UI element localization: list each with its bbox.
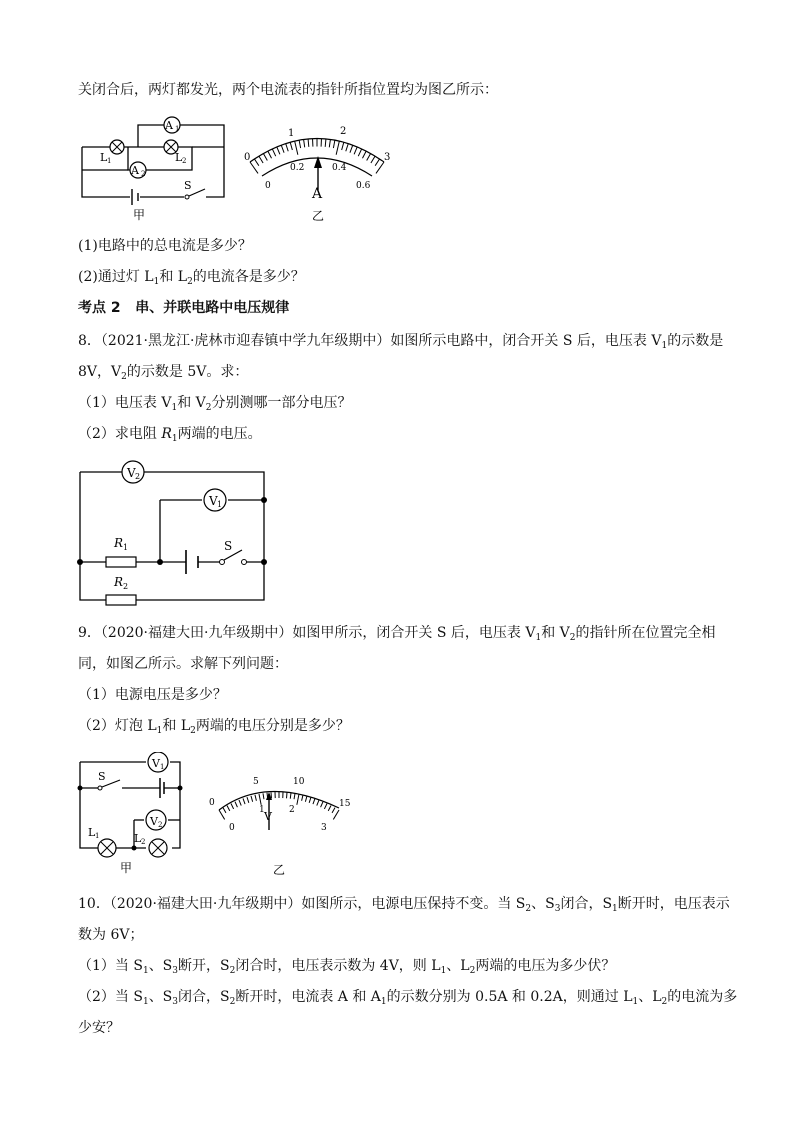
battery-icon [186, 550, 198, 574]
meter-tick [333, 140, 334, 148]
meter7-top-2: 2 [340, 126, 347, 137]
meter-tick [243, 798, 245, 804]
fig8-label-r1-sub: 1 [123, 543, 129, 552]
q9-part2: （2）灯泡 $L_1$和 $L_2$两端的电压分别是多少？ [78, 718, 350, 736]
meter-tick [346, 144, 348, 152]
meter-tick [342, 142, 344, 150]
fig8-label-r1: R [114, 536, 124, 550]
meter7-bottom-3: 0.6 [356, 181, 371, 191]
fig8-label-r2: R [114, 575, 124, 589]
meter-tick [263, 793, 264, 799]
label-l1-sub: 1 [107, 157, 112, 165]
q10-part1: （1）当 $S_1$、$S_3$断开，$S_2$闭合时，电压表示数为 4V，则 $L_1$、$L_2$两端的电压为多少伏？ [78, 958, 616, 976]
meter7-top-3: 3 [384, 152, 391, 163]
q8-line1: 8．（2021·黑龙江·虎林市迎春镇中学九年级期中）如图所示电路中，闭合开关 S 后，电压表 $V_1$的示数是 [78, 333, 724, 351]
q8-part2: （2）求电阻 $R_1$两端的电压。 [78, 426, 262, 444]
label-l2: L [175, 151, 183, 164]
meter-tick [259, 156, 263, 163]
q10-part2: （2）当 $S_1$、$S_3$闭合，$S_2$断开时，电流表 A 和 $A_1$的示数分别为 0.5A 和 0.2A，则通过 $L_1$、$L_2$的电流为多 [78, 989, 738, 1007]
q8-part1: （1）电压表 $V_1$和 $V_2$分别测哪一部分电压？ [78, 395, 352, 413]
battery-icon [160, 778, 164, 798]
meter-tick [223, 808, 226, 813]
meter-tick [325, 139, 326, 147]
meter7-top-1: 1 [288, 128, 295, 139]
meter9-top-2: 10 [293, 777, 305, 787]
q8-line2: 8V，$V_2$的示数是 5V。求： [78, 364, 249, 382]
label-a1-sub: 1 [175, 125, 180, 133]
meter9-top-0: 0 [209, 798, 215, 808]
meter-tick [250, 162, 258, 173]
meter-tick [247, 797, 249, 803]
meter-tick [309, 797, 311, 803]
meter-tick [281, 145, 284, 152]
meter-tick [304, 139, 305, 147]
resistor-r2-icon [106, 595, 136, 605]
figure-9-right-caption: 乙 [273, 863, 286, 877]
meter-tick [305, 796, 307, 802]
meter-tick [239, 800, 241, 806]
figure-7-right-caption: 乙 [312, 209, 325, 223]
figure-7-circuit [78, 115, 238, 229]
intro-text: 关闭合后，两灯都发光，两个电流表的指针所指位置均为图乙所示： [78, 82, 498, 98]
meter-tick [328, 806, 331, 811]
q7-part2: (2)通过灯 $L_1$和 $L_2$的电流各是多少？ [78, 269, 305, 287]
figure-8-circuit [76, 458, 276, 614]
meter7-bottom-1: 0.2 [290, 163, 305, 173]
meter9-top-1: 5 [253, 777, 259, 787]
meter-tick [263, 154, 267, 161]
meter9-top-3: 15 [339, 799, 351, 809]
q10-line-last: 少安？ [78, 1020, 120, 1036]
meter-tick [313, 798, 315, 804]
meter-tick [259, 794, 261, 805]
fig8-label-v1-sub: 1 [217, 500, 223, 509]
meter9-bottom-1: 1 [259, 805, 265, 815]
q10-line1: 10．（2020·福建大田·九年级期中）如图所示，电源电压保持不变。当 $S_2$、$S_3$闭合，$S_1$断开时，电压表示 [78, 896, 730, 914]
figure-7-left-caption: 甲 [133, 208, 146, 222]
meter-tick [354, 147, 357, 154]
meter-tick [324, 804, 327, 809]
figure-9-left-caption: 甲 [120, 861, 133, 875]
meter-tick [255, 795, 256, 801]
meter-tick [376, 162, 384, 173]
q9-line1: 9．（2020·福建大田·九年级期中）如图甲所示，闭合开关 S 后，电压表 $V_1$和 $V_2$的指针所在位置完全相 [78, 625, 716, 643]
meter-tick [358, 149, 361, 156]
fig8-label-r2-sub: 2 [123, 582, 129, 591]
label-l2-sub: 2 [182, 157, 187, 165]
meter-tick [336, 141, 339, 155]
fig9-label-v1-sub: 1 [160, 763, 165, 771]
meter7-unit: A [312, 186, 323, 202]
lamp-l1-icon [110, 140, 124, 154]
meter-tick [290, 142, 292, 150]
meter-tick [332, 808, 335, 813]
q7-part1: (1)电路中的总电流是多少？ [78, 238, 252, 254]
fig9-label-v1: V [152, 757, 160, 770]
fig9-label-v2-sub: 2 [158, 821, 163, 829]
label-a1: A [165, 119, 173, 132]
meter9-bottom-0: 0 [229, 823, 235, 833]
meter-tick [295, 141, 298, 155]
meter-tick [321, 802, 323, 807]
meter-tick [308, 139, 309, 147]
meter-tick [333, 810, 339, 819]
meter-tick [268, 151, 272, 158]
meter-tick [294, 793, 295, 799]
fig9-label-v2: V [150, 815, 158, 828]
q9-part1: （1）电源电压是多少？ [78, 687, 227, 703]
fig8-label-s: S [224, 539, 233, 553]
meter-tick [375, 159, 379, 166]
fig8-label-v2-sub: 2 [135, 472, 141, 481]
meter-tick [254, 159, 258, 166]
meter-tick [227, 806, 230, 811]
meter-tick [371, 156, 375, 163]
meter-tick [286, 144, 288, 152]
q9-line2: 同，如图乙所示。求解下列问题： [78, 656, 288, 672]
meter-tick [277, 147, 280, 154]
meter-tick [297, 794, 299, 805]
meter-tick [251, 796, 253, 802]
meter7-bottom-0: 0 [265, 181, 271, 191]
figure-7-ammeter [232, 120, 402, 234]
meter-tick [235, 802, 237, 807]
meter7-top-0: 0 [244, 152, 251, 163]
meter-tick [302, 795, 303, 801]
meter-tick [329, 139, 330, 147]
meter-tick [367, 154, 371, 161]
meter-tick [362, 151, 366, 158]
meter-tick [231, 804, 234, 809]
meter9-unit: V [264, 810, 272, 823]
figure-9-voltmeter [205, 770, 365, 884]
battery-icon [130, 189, 140, 205]
label-a2-sub: 2 [141, 170, 146, 178]
meter-tick [290, 793, 291, 799]
meter9-bottom-3: 3 [321, 823, 327, 833]
fig9-label-l1: L [88, 826, 96, 839]
label-s: S [184, 179, 192, 192]
resistor-r1-icon [106, 557, 136, 567]
q10-line2: 数为 6V； [78, 927, 144, 943]
meter7-bottom-2: 0.4 [332, 163, 347, 173]
fig8-label-v2: V [127, 466, 136, 480]
lamp-l1-icon [98, 839, 116, 857]
fig9-label-s: S [98, 770, 106, 783]
label-a2: A [131, 164, 139, 177]
fig9-label-l2-sub: 2 [141, 838, 146, 846]
section-heading: 考点 2 串、并联电路中电压规律 [78, 300, 290, 316]
meter-tick [317, 800, 319, 806]
fig9-label-l1-sub: 1 [95, 832, 100, 840]
figure-9-circuit [76, 752, 196, 881]
label-l1: L [100, 151, 108, 164]
meter-tick [219, 810, 225, 819]
meter-tick [350, 145, 353, 152]
lamp-l2-icon [149, 839, 167, 857]
fig8-label-v1: V [209, 494, 218, 508]
meter-tick [299, 140, 300, 148]
meter-tick [272, 149, 275, 156]
fig9-label-l2: L [134, 832, 142, 845]
meter9-bottom-2: 2 [289, 805, 295, 815]
